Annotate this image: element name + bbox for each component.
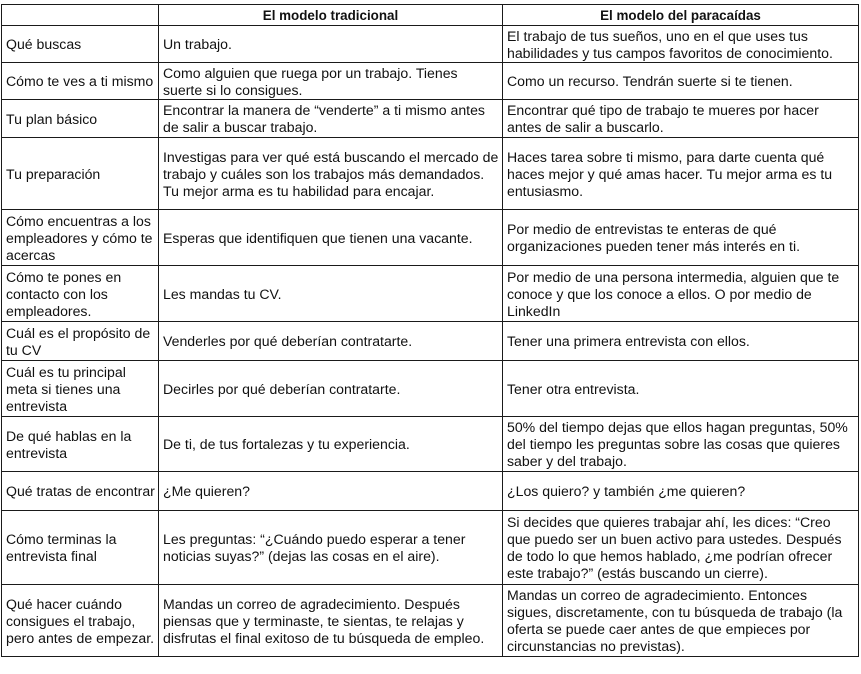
- traditional-cell: ¿Me quieren?: [159, 472, 503, 511]
- row-label: Cómo te pones en contacto con los empleadores.: [2, 266, 159, 322]
- table-row: [2, 511, 859, 585]
- header-row: [2, 5, 859, 26]
- parachute-cell: ¿Los quiero? y también ¿me quieren?: [503, 472, 859, 511]
- row-label: Qué buscas: [2, 26, 159, 63]
- table-row: [2, 26, 859, 63]
- row-label: Cuál es tu principal meta si tienes una entrevista: [2, 361, 159, 417]
- table-row: [2, 266, 859, 322]
- table-row: [2, 472, 859, 511]
- parachute-cell: Si decides que quieres trabajar ahí, les dices: “Creo que puedo ser un buen activo para ustedes. Después de todo lo que hemos hablado, ¿me podrían ofrecer este trabajo?” (estás buscando un cierre).: [503, 511, 859, 585]
- parachute-cell: Por medio de una persona intermedia, alguien que te conoce y que los conoce a ellos. O por medio de LinkedIn: [503, 266, 859, 322]
- table-row: [2, 63, 859, 100]
- traditional-cell: Decirles por qué deberían contratarte.: [159, 361, 503, 417]
- traditional-cell: Venderles por qué deberían contratarte.: [159, 322, 503, 361]
- traditional-cell: De ti, de tus fortalezas y tu experiencia.: [159, 417, 503, 472]
- traditional-cell: Esperas que identifiquen que tienen una vacante.: [159, 210, 503, 266]
- header-cell-aspect: [2, 5, 159, 26]
- header-cell-parachute: El modelo del paracaídas: [503, 5, 859, 26]
- traditional-cell: Encontrar la manera de “venderte” a ti mismo antes de salir a buscar trabajo.: [159, 100, 503, 138]
- traditional-cell: Les mandas tu CV.: [159, 266, 503, 322]
- table-row: [2, 210, 859, 266]
- table-row: [2, 585, 859, 657]
- parachute-cell: Mandas un correo de agradecimiento. Entonces sigues, discretamente, con tu búsqueda de trabajo (la oferta se puede caer antes de que empieces por circunstancias no previstas).: [503, 585, 859, 657]
- row-label: Tu preparación: [2, 138, 159, 210]
- parachute-cell: Encontrar qué tipo de trabajo te mueres por hacer antes de salir a buscarlo.: [503, 100, 859, 138]
- comparison-table: [1, 4, 859, 657]
- parachute-cell: Tener una primera entrevista con ellos.: [503, 322, 859, 361]
- table-row: [2, 138, 859, 210]
- parachute-cell: Por medio de entrevistas te enteras de qué organizaciones pueden tener más interés en ti.: [503, 210, 859, 266]
- row-label: Qué tratas de encontrar: [2, 472, 159, 511]
- table-row: [2, 100, 859, 138]
- parachute-cell: Tener otra entrevista.: [503, 361, 859, 417]
- row-label: Tu plan básico: [2, 100, 159, 138]
- parachute-cell: 50% del tiempo dejas que ellos hagan preguntas, 50% del tiempo les preguntas sobre las cosas que quieres saber y del trabajo.: [503, 417, 859, 472]
- traditional-cell: Les preguntas: “¿Cuándo puedo esperar a tener noticias suyas?” (dejas las cosas en el aire).: [159, 511, 503, 585]
- parachute-cell: Como un recurso. Tendrán suerte si te tienen.: [503, 63, 859, 100]
- traditional-cell: Un trabajo.: [159, 26, 503, 63]
- parachute-cell: Haces tarea sobre ti mismo, para darte cuenta qué haces mejor y qué amas hacer. Tu mejor arma es tu entusiasmo.: [503, 138, 859, 210]
- row-label: De qué hablas en la entrevista: [2, 417, 159, 472]
- row-label: Cómo terminas la entrevista final: [2, 511, 159, 585]
- table-row: [2, 361, 859, 417]
- header-cell-traditional: El modelo tradicional: [159, 5, 503, 26]
- row-label: Cómo encuentras a los empleadores y cómo te acercas: [2, 210, 159, 266]
- traditional-cell: Como alguien que ruega por un trabajo. Tienes suerte si lo consigues.: [159, 63, 503, 100]
- row-label: Cómo te ves a ti mismo: [2, 63, 159, 100]
- table-row: [2, 417, 859, 472]
- row-label: Qué hacer cuándo consigues el trabajo, pero antes de empezar.: [2, 585, 159, 657]
- traditional-cell: Investigas para ver qué está buscando el mercado de trabajo y cuáles son los trabajos más demandados. Tu mejor arma es tu habilidad para encajar.: [159, 138, 503, 210]
- table-row: [2, 322, 859, 361]
- parachute-cell: El trabajo de tus sueños, uno en el que uses tus habilidades y tus campos favoritos de conocimiento.: [503, 26, 859, 63]
- traditional-cell: Mandas un correo de agradecimiento. Después piensas que y terminaste, te sientas, te relajas y disfrutas el final exitoso de tu búsqueda de empleo.: [159, 585, 503, 657]
- row-label: Cuál es el propósito de tu CV: [2, 322, 159, 361]
